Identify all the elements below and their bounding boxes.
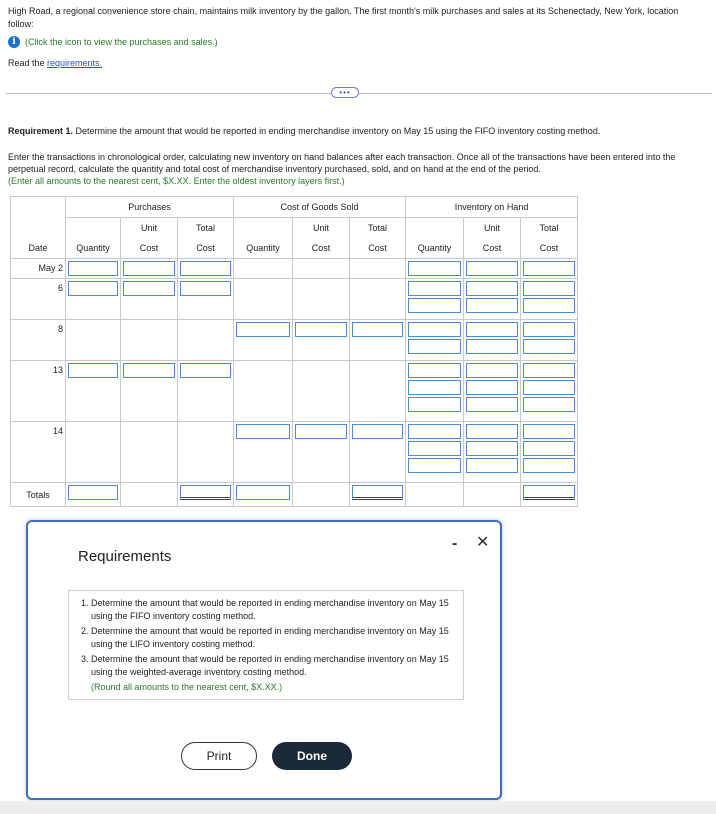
inventory-total-cost-input[interactable] — [523, 261, 575, 276]
divider — [6, 93, 712, 94]
purchase-unit-cost-input[interactable] — [123, 261, 175, 276]
inventory-quantity-input[interactable] — [408, 281, 461, 296]
requirements-modal — [26, 520, 502, 800]
purchase-unit-cost-input[interactable] — [123, 281, 175, 296]
col-total: Total — [521, 218, 578, 239]
inventory-total-cost-input[interactable] — [523, 298, 575, 313]
col-total: Total — [350, 218, 406, 239]
inventory-quantity-input[interactable] — [408, 441, 461, 456]
cogs-unit-cost-input[interactable] — [295, 424, 347, 439]
inventory-quantity-input[interactable] — [408, 322, 461, 337]
inventory-unit-cost-input[interactable] — [466, 397, 518, 412]
col-unit: Unit — [121, 218, 178, 239]
read-requirements — [8, 58, 102, 68]
inventory-quantity-input[interactable] — [408, 380, 461, 395]
inventory-quantity-input[interactable] — [408, 363, 461, 378]
table-row — [11, 361, 578, 422]
print-button[interactable]: Print — [181, 742, 257, 770]
cogs-quantity-input[interactable] — [236, 322, 290, 337]
minimize-icon[interactable]: - — [452, 535, 458, 552]
inventory-quantity-input[interactable] — [408, 298, 461, 313]
purchases-header: Purchases — [66, 197, 234, 218]
purchase-quantity-input[interactable] — [68, 363, 118, 378]
inventory-quantity-input[interactable] — [408, 458, 461, 473]
totals-row — [11, 483, 578, 507]
col-date: Date — [11, 238, 66, 259]
purchase-quantity-input[interactable] — [68, 261, 118, 276]
inventory-quantity-input[interactable] — [408, 339, 461, 354]
inventory-total-cost-input[interactable] — [523, 380, 575, 395]
col-quantity: Quantity — [406, 238, 464, 259]
info-link[interactable]: (Click the icon to view the purchases and sales.) — [25, 37, 218, 47]
col-cost: Cost — [178, 238, 234, 259]
col-cost: Cost — [464, 238, 521, 259]
date-cell: 14 — [11, 422, 66, 483]
col-quantity: Quantity — [66, 238, 121, 259]
intro-text: High Road, a regional convenience store chain, maintains milk inventory by the gallon. The first month's milk purchases and sales at its Schenectady, New York, location follow: — [8, 6, 679, 29]
cogs-total-cost-input[interactable] — [352, 424, 403, 439]
list-item: 3. Determine the amount that would be reported in ending merchandise inventory on May 15 using the weighted-average inventory costing method. — [91, 653, 455, 679]
cogs-header: Cost of Goods Sold — [234, 197, 406, 218]
inventory-unit-cost-input[interactable] — [466, 322, 518, 337]
instructions-text: Enter the transactions in chronological order, calculating new inventory on hand balances after each transaction. Once all of the transactions have been entered into the perpetual record, calculate the quantity and total cost of merchandise inventory purchased, sold, and on hand at the end of the period. — [8, 152, 676, 174]
info-icon[interactable]: i — [8, 36, 20, 48]
read-prefix: Read the — [8, 58, 48, 68]
total-inventory-cost-input[interactable] — [523, 485, 575, 500]
total-purchase-quantity-input[interactable] — [68, 485, 118, 500]
list-item: 2. Determine the amount that would be reported in ending merchandise inventory on May 15 using the LIFO inventory costing method. — [91, 625, 455, 651]
date-cell: May 2 — [11, 259, 66, 279]
col-cost: Cost — [293, 238, 350, 259]
inventory-unit-cost-input[interactable] — [466, 281, 518, 296]
purchase-total-cost-input[interactable] — [180, 281, 231, 296]
done-button[interactable]: Done — [272, 742, 352, 770]
requirement-1-label: Requirement 1. — [8, 126, 74, 136]
total-cogs-quantity-input[interactable] — [236, 485, 290, 500]
table-row — [11, 259, 578, 279]
requirement-1-text: Determine the amount that would be reported in ending merchandise inventory on May 15 using the FIFO inventory costing method. — [73, 126, 601, 136]
table-row — [11, 422, 578, 483]
date-cell: 13 — [11, 361, 66, 422]
inventory-total-cost-input[interactable] — [523, 281, 575, 296]
col-cost: Cost — [521, 238, 578, 259]
total-cogs-cost-input[interactable] — [352, 485, 403, 500]
inventory-header: Inventory on Hand — [406, 197, 578, 218]
col-quantity: Quantity — [234, 238, 293, 259]
inventory-unit-cost-input[interactable] — [466, 363, 518, 378]
inventory-unit-cost-input[interactable] — [466, 380, 518, 395]
inventory-unit-cost-input[interactable] — [466, 441, 518, 456]
purchase-quantity-input[interactable] — [68, 281, 118, 296]
col-unit: Unit — [464, 218, 521, 239]
list-item: 1. Determine the amount that would be reported in ending merchandise inventory on May 15 using the FIFO inventory costing method. — [91, 597, 455, 623]
date-cell: 6 — [11, 279, 66, 320]
rounding-note: (Round all amounts to the nearest cent, $X.XX.) — [91, 682, 283, 692]
requirements-list — [68, 590, 464, 700]
perpetual-inventory-record — [10, 196, 578, 507]
col-unit: Unit — [293, 218, 350, 239]
more-button[interactable]: ••• — [331, 87, 359, 98]
table-row — [11, 279, 578, 320]
inventory-total-cost-input[interactable] — [523, 441, 575, 456]
instructions — [8, 151, 708, 187]
col-cost: Cost — [121, 238, 178, 259]
inventory-unit-cost-input[interactable] — [466, 424, 518, 439]
date-cell: 8 — [11, 320, 66, 361]
purchase-unit-cost-input[interactable] — [123, 363, 175, 378]
inventory-unit-cost-input[interactable] — [466, 458, 518, 473]
purchase-total-cost-input[interactable] — [180, 363, 231, 378]
inventory-quantity-input[interactable] — [408, 424, 461, 439]
cogs-unit-cost-input[interactable] — [295, 322, 347, 337]
col-cost: Cost — [350, 238, 406, 259]
totals-label: Totals — [11, 483, 66, 507]
cogs-total-cost-input[interactable] — [352, 322, 403, 337]
inventory-unit-cost-input[interactable] — [466, 339, 518, 354]
requirement-1 — [8, 126, 600, 136]
inventory-quantity-input[interactable] — [408, 397, 461, 412]
inventory-quantity-input[interactable] — [408, 261, 461, 276]
inventory-total-cost-input[interactable] — [523, 322, 575, 337]
info-row[interactable] — [8, 35, 218, 49]
modal-title: Requirements — [78, 548, 172, 565]
col-total: Total — [178, 218, 234, 239]
inventory-total-cost-input[interactable] — [523, 339, 575, 354]
close-icon[interactable]: ✕ — [476, 534, 490, 551]
inventory-unit-cost-input[interactable] — [466, 261, 518, 276]
inventory-total-cost-input[interactable] — [523, 397, 575, 412]
purchase-total-cost-input[interactable] — [180, 261, 231, 276]
inventory-total-cost-input[interactable] — [523, 458, 575, 473]
cogs-quantity-input[interactable] — [236, 424, 290, 439]
total-purchase-cost-input[interactable] — [180, 485, 231, 500]
bottom-bar — [0, 801, 716, 814]
inventory-total-cost-input[interactable] — [523, 424, 575, 439]
instructions-note: (Enter all amounts to the nearest cent, $X.XX. Enter the oldest inventory layers first.) — [8, 176, 345, 186]
inventory-total-cost-input[interactable] — [523, 363, 575, 378]
requirements-link[interactable]: requirements. — [47, 58, 103, 68]
inventory-unit-cost-input[interactable] — [466, 298, 518, 313]
table-row — [11, 320, 578, 361]
